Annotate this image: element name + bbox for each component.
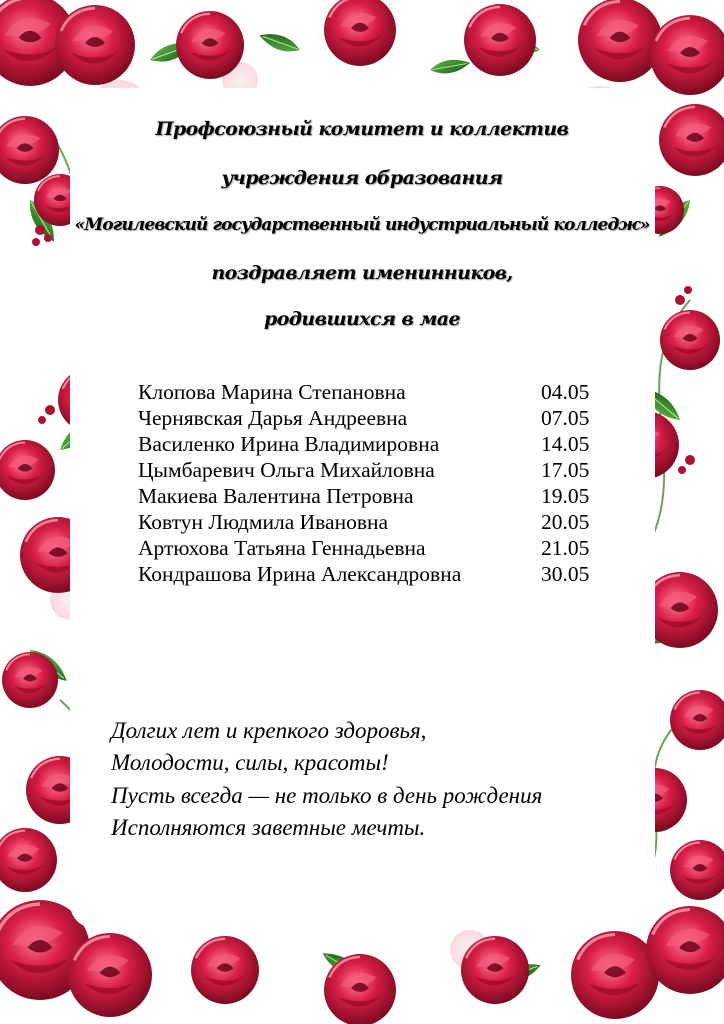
heading-line-3: «Могилевский государственный индустриальный колледж» <box>74 215 650 235</box>
person-name: Клопова Марина Степановна <box>138 380 406 404</box>
list-item <box>138 458 600 484</box>
heading-line-5: родившихся в мае <box>264 308 460 330</box>
birthday-date: 17.05 <box>541 458 590 482</box>
person-name: Чернявская Дарья Андреевна <box>138 406 408 430</box>
birthday-date: 04.05 <box>541 380 590 404</box>
poem-line-2: Молодости, силы, красоты! <box>111 750 389 775</box>
heading-line-1: Профсоюзный комитет и коллектив <box>155 118 569 140</box>
list-item <box>138 380 600 406</box>
list-item <box>138 562 600 588</box>
birthday-date: 21.05 <box>541 536 590 560</box>
list-item <box>138 432 600 458</box>
person-name: Артюхова Татьяна Геннадьевна <box>138 536 426 560</box>
person-name: Василенко Ирина Владимировна <box>138 432 440 456</box>
heading-line-2: учреждения образования <box>221 167 503 189</box>
birthday-date: 14.05 <box>541 432 590 456</box>
list-item <box>138 536 600 562</box>
list-item <box>138 510 600 536</box>
birthday-date: 19.05 <box>541 484 590 508</box>
birthday-date: 07.05 <box>541 406 590 430</box>
birthday-date: 20.05 <box>541 510 590 534</box>
poem-line-1: Долгих лет и крепкого здоровья, <box>111 718 427 743</box>
heading-line-4: поздравляет именинников, <box>211 262 513 284</box>
person-name: Цымбаревич Ольга Михайловна <box>138 458 435 482</box>
person-name: Макиева Валентина Петровна <box>138 484 414 508</box>
poem-line-3: Пусть всегда — не только в день рождения <box>111 783 543 808</box>
list-item <box>138 406 600 432</box>
person-name: Кондрашова Ирина Александровна <box>138 562 462 586</box>
birthday-date: 30.05 <box>541 562 590 586</box>
person-name: Ковтун Людмила Ивановна <box>138 510 389 534</box>
poem-line-4: Исполняются заветные мечты. <box>111 815 426 840</box>
list-item <box>138 484 600 510</box>
